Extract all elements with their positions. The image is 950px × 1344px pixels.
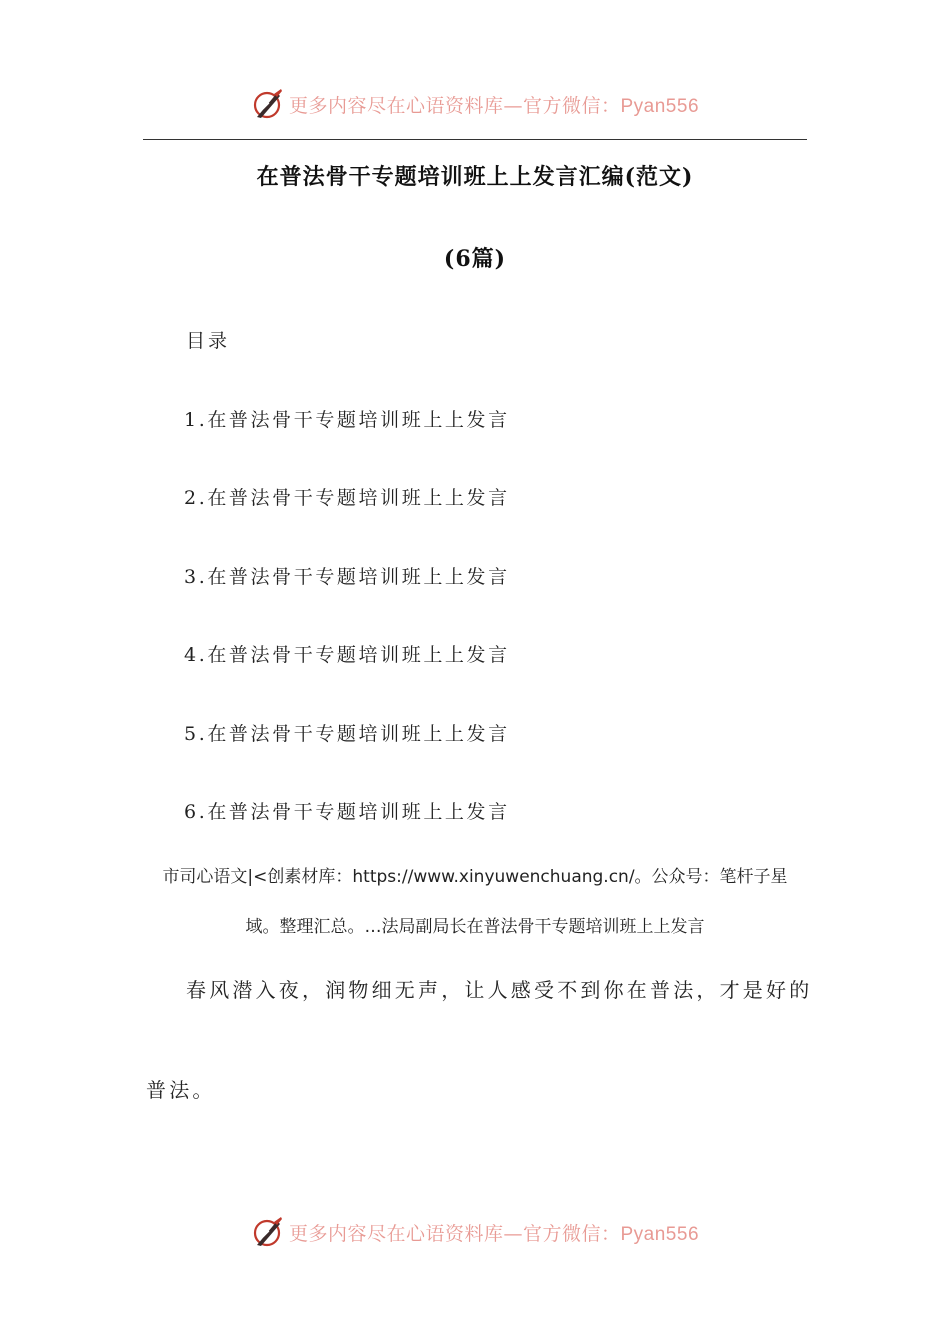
- header-wechat-id: Pyan556: [620, 95, 700, 117]
- footer-banner-text: [289, 1219, 699, 1246]
- document-title: 在普法骨干专题培训班上上发言汇编(范文): [256, 164, 694, 190]
- source-note-line-2: 域。整理汇总。…法局副局长在普法骨干专题培训班上上发言: [245, 917, 705, 937]
- toc-item-5[interactable]: 5.在普法骨干专题培训班上上发言: [184, 723, 510, 745]
- footer-wechat-id: Pyan556: [620, 1223, 700, 1245]
- toc-item-4[interactable]: 4.在普法骨干专题培训班上上发言: [184, 644, 510, 666]
- body-paragraph-line-2: 普法。: [146, 1078, 216, 1102]
- document-subtitle: (6篇): [443, 246, 507, 272]
- toc-item-2[interactable]: 2.在普法骨干专题培训班上上发言: [184, 487, 510, 509]
- toc-item-3[interactable]: 3.在普法骨干专题培训班上上发言: [184, 566, 510, 588]
- header-banner-separator: —: [503, 94, 523, 117]
- footer-banner-main: 更多内容尽在心语资料库: [288, 1222, 504, 1245]
- header-divider: [143, 139, 807, 140]
- header-banner-main: 更多内容尽在心语资料库: [288, 94, 504, 117]
- body-paragraph-line-1: 春风潜入夜，润物细无声，让人感受不到你在普法，才是好的: [186, 978, 813, 1002]
- toc-heading: 目录: [186, 330, 231, 352]
- header-banner: [0, 84, 950, 124]
- quill-pen-logo-icon: [251, 1215, 285, 1249]
- quill-pen-logo-icon: [251, 87, 285, 121]
- header-wechat-label: 官方微信：: [522, 94, 621, 117]
- toc-item-6[interactable]: 6.在普法骨干专题培训班上上发言: [184, 801, 510, 823]
- source-note-line-1: 市司心语文|<创素材库：https://www.xinyuwenchuang.cn/。公众号：笔杆子星: [162, 867, 788, 887]
- header-banner-inner: [251, 87, 699, 121]
- header-banner-text: [289, 91, 699, 118]
- footer-wechat-label: 官方微信：: [522, 1222, 621, 1245]
- footer-banner-inner: [251, 1215, 699, 1249]
- footer-banner-separator: —: [503, 1222, 523, 1245]
- toc-item-1[interactable]: 1.在普法骨干专题培训班上上发言: [184, 409, 510, 431]
- footer-banner: [0, 1212, 950, 1252]
